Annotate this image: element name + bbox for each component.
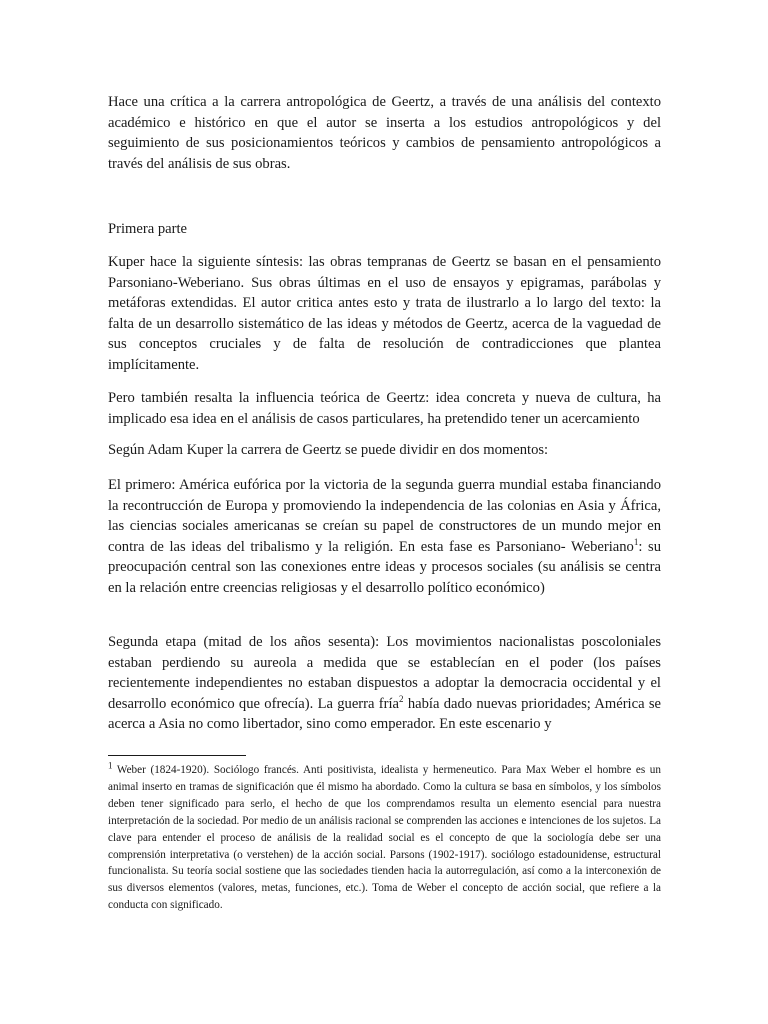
footnote-reference-2[interactable]: 2 bbox=[399, 693, 404, 704]
footnote-marker: 1 bbox=[108, 760, 113, 771]
paragraph-first-stage bbox=[108, 475, 661, 599]
section-heading: Primera parte bbox=[108, 221, 188, 237]
first-stage-text-b: : su preocupación central son las conexiones entre ideas y procesos sociales (su análisis se centra en la relación entre creencias religiosas y el desarrollo político económico) bbox=[108, 538, 661, 596]
footnote-reference-1[interactable]: 1 bbox=[633, 536, 639, 547]
paragraph-influence: Pero también resalta la influencia teórica de Geertz: idea concreta y nueva de cultura, ha implicado esa idea en el análisis de casos particulares, ha pretendido tener un acercamiento bbox=[108, 390, 661, 427]
second-stage-text-b: había dado nuevas prioridades; América se acerca a Asia no como libertador, sino como emperador. En este escenario y bbox=[108, 695, 662, 733]
paragraph-moments: Según Adam Kuper la carrera de Geertz se puede dividir en dos momentos: bbox=[108, 442, 549, 458]
footnote-divider bbox=[108, 755, 246, 756]
first-stage-text-a: El primero: América eufórica por la victoria de la segunda guerra mundial estaba financiando la recontrucción de Europa y promoviendo la independencia de las colonias en Asia y África, las ciencias sociales americanas se creían su papel de constructores de un mundo mejor en contra de las ideas del tribalismo y la religión. En esta fase es Parsoniano- Weberiano bbox=[108, 477, 661, 555]
second-stage-text-a: Segunda etapa (mitad de los años sesenta): Los movimientos nacionalistas poscoloniales estaban perdiendo su aureola a medida que se establecían en el poder (los países recientemente independientes no estaban dispuestos a adoptar la democracia occidental y el desarrollo económico que ofrecía). La guerra fría bbox=[108, 634, 661, 712]
footnote-1 bbox=[108, 762, 661, 914]
paragraph-synthesis: Kuper hace la siguiente síntesis: las obras tempranas de Geertz se basan en el pensamiento Parsoniano-Weberiano. Sus obras últimas en el uso de ensayos y epigramas, parábolas y metáforas extendidas. El autor critica antes esto y trata de ilustrarlo a lo largo del texto: la falta de un desarrollo sistemático de las ideas y métodos de Geertz, acerca de la vaguedad de sus conceptos cruciales y de falta de resolución de contradicciones que plantea implícitamente. bbox=[108, 254, 661, 373]
paragraph-second-stage bbox=[108, 632, 661, 735]
intro-paragraph: Hace una crítica a la carrera antropológica de Geertz, a través de una análisis del contexto académico e histórico en que el autor se inserta a los estudios antropológicos y del seguimiento de sus posicionamientos teóricos y cambios de pensamiento antropológicos a través del análisis de sus obras. bbox=[108, 94, 661, 172]
footnote-text: Weber (1824-1920). Sociólogo francés. Anti positivista, idealista y hermeneutico. Para Max Weber el hombre es un animal inserto en tramas de significación que él mismo ha abordado. Como la cultura se basa en símbolos, y los símbolos deben tener significado para serlo, el hecho de que los comprendamos resulta un elemento esencial para nuestra interpretación de la sociedad. Por medio de un análisis racional se comprenden las acciones e intenciones de los sujetos. La clave para entender el proceso de análisis de la realidad social es el concepto de que la sociología debe ser una comprensión interpretativa (o verstehen) de la acción social. Parsons (1902-1917). sociólogo estadounidense, estructural funcionalista. Su teoría social sostiene que las sociedades tienden hacia la autorregulación, así como a la interconexión de sus diversos elementos (valores, metas, funciones, etc.). Toma de Weber el concepto de acción social, que refiere a la conducta con significado. bbox=[108, 764, 661, 912]
